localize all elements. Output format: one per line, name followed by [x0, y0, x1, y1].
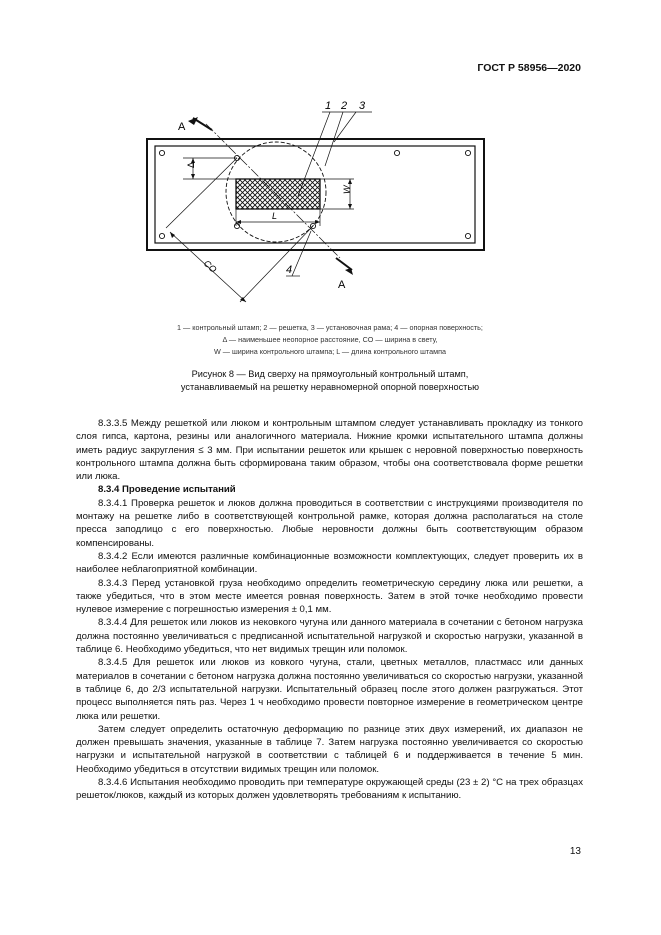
section-heading: 8.3.4 Проведение испытаний [98, 484, 236, 496]
bolt-hole [465, 233, 470, 238]
body-text [76, 417, 583, 803]
document-header: ГОСТ Р 58956—2020 [477, 62, 581, 74]
paragraph-8-3-4-4: 8.3.4.4 Для решеток или люков из нековкого чугуна или данного материала в сочетании с бетоном нагрузка должна постоянно увеличиваться с предписанной испытательной нагрузкой и скоростью нагрузки, указанной в таблице 6. Необходимо убедиться, что нет видимых трещин или поломок. [76, 617, 583, 656]
bolt-hole [159, 150, 164, 155]
co-label: CO [201, 258, 219, 275]
section-a-bottom: A [338, 279, 346, 291]
caption-line: Рисунок 8 — Вид сверху на прямоугольный контрольный штамп, [191, 369, 469, 379]
bolt-hole [394, 150, 399, 155]
paragraph-continuation: Затем следует определить остаточную деформацию по разнице этих двух измерений, их диапазон не должен превышать значения, указанные в таблице 7. Затем нагрузка постоянно увеличивается со скоростью нагрузки и испытательной нагрузкой в соответствии с таблицей 6 и поддерживается в течение 5 мин. Необходимо убедиться в отсутствии видимых трещин или поломок. [76, 723, 583, 775]
leader-3: 3 [359, 100, 366, 112]
paragraph-8-3-4-2: 8.3.4.2 Если имеются различные комбинационные возможности комплектующих, следует проверить их в наиболее неблагоприятной комбинации. [76, 550, 583, 576]
bolt-hole [465, 150, 470, 155]
caption-line: устанавливаемый на решетку неравномерной опорной поверхностью [180, 381, 480, 392]
paragraph-8-3-4-6: 8.3.4.6 Испытания необходимо проводить при температуре окружающей среды (23 ± 2) °С на трех образцах решеток/люков, каждый из которых должен удовлетворять требованиям к испытанию. [76, 777, 583, 802]
figure-diagram [0, 0, 661, 320]
section-a-top: A [178, 121, 186, 133]
paragraph-8-3-4-3: 8.3.4.3 Перед установкой груза необходимо определить геометрическую середину люка или решетки, а также убедиться, что в этом месте имеется ровная поверхность. Затем в этой точке необходимо провести нулевое измерение с погрешностью измерения ± 0,1 мм. [76, 577, 583, 616]
l-label: L [272, 211, 278, 221]
test-stamp [236, 179, 320, 209]
legend-line: W — ширина контрольного штампа; L — длина контрольного штампа [214, 347, 446, 356]
legend-line: 1 — контрольный штамп; 2 — решетка, 3 — установочная рама; 4 — опорная поверхность; [177, 323, 483, 332]
bolt-hole [159, 233, 164, 238]
paragraph-8-3-4-5: 8.3.4.5 Для решеток или люков из ковкого чугуна, стали, цветных металлов, пластмасс или данных материалов в сочетании с бетоном нагрузка должна постоянно увеличиваться со скоростью нагрузки, указанной в таблице 6, до 2/3 испытательной нагрузки. Испытательный образец после этого должен разгружаться. Этот процесс выполняется пять раз. Через 1 ч необходимо провести повторное измерение в геометрическом центре люка или решетки. [76, 657, 583, 722]
figure-caption [70, 368, 590, 393]
legend-line: Δ — наименьшее неопорное расстояние, CO — ширина в свету, [222, 335, 438, 344]
leader-4: 4 [286, 264, 293, 276]
paragraph-8-3-3-5: 8.3.3.5 Между решеткой или люком и контрольным штампом следует устанавливать прокладку из тонкого слоя гипса, картона, резины или аналогичного материала. Нижние кромки испытательного штампа должны иметь радиус закругления ≤ 3 мм. При испытании решеток или крышек с неровной поверхностью поверхность контрольного штампа должна быть сформирована таким образом, чтобы она соответствовала форме решетки или люка. [76, 418, 583, 483]
delta-label: Δ [186, 161, 196, 168]
page-number: 13 [569, 846, 581, 857]
bolt-hole [234, 223, 239, 228]
w-label: W [342, 185, 352, 194]
paragraph-8-3-4-1: 8.3.4.1 Проверка решеток и люков должна проводиться в соответствии с инструкциями производителя по монтажу на решетке либо в соответствующей контрольной рамке, которая должна располагаться на столе пресса заподлицо с его поверхностью. Любые неровности должны быть соответствующим образом компенсированы. [76, 497, 583, 549]
leader-2: 2 [341, 100, 348, 112]
leader-1: 1 [325, 100, 332, 112]
figure-legend [70, 322, 590, 358]
